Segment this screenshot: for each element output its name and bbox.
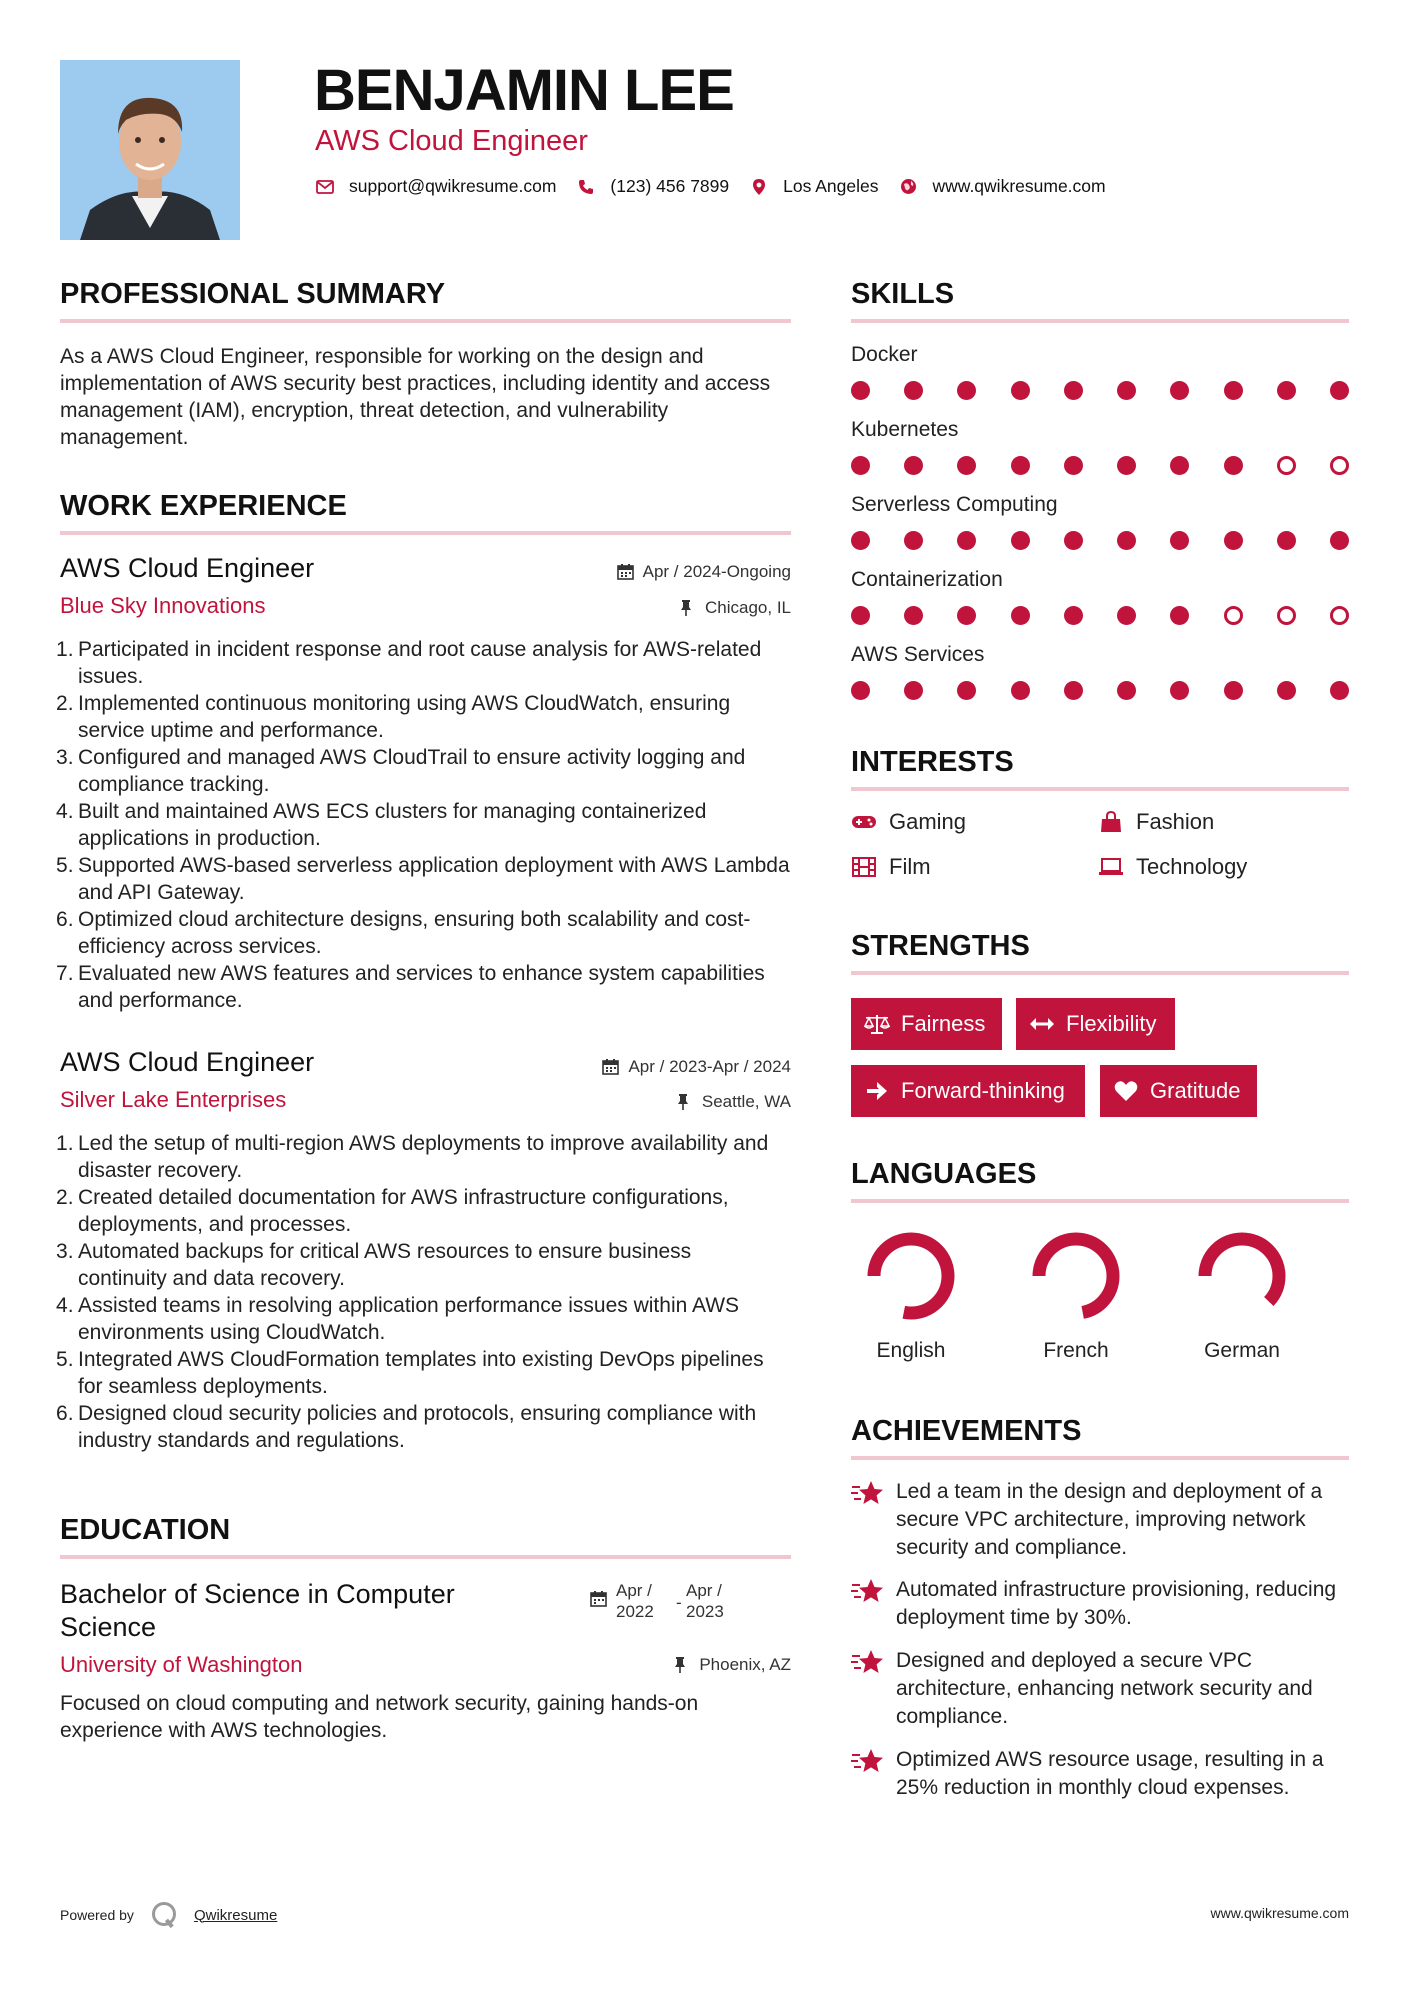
skill-dot-filled [957, 381, 976, 400]
star-icon [851, 1576, 885, 1606]
skill-dot-filled [1117, 531, 1136, 550]
skill-dot-filled [1170, 456, 1189, 475]
skill-dot-filled [1011, 606, 1030, 625]
education-date-separator: - [676, 1593, 682, 1612]
skill-dot-filled [957, 456, 976, 475]
languages-heading: LANGUAGES [851, 1158, 1037, 1190]
contact-bar [315, 176, 1126, 197]
interests-divider [851, 787, 1349, 791]
achievement-text: Optimized AWS resource usage, resulting in a 25% reduction in monthly cloud expenses. [896, 1748, 1324, 1799]
strengths-divider [851, 971, 1349, 975]
achievement-text: Led a team in the design and deployment of a secure VPC architecture, improving network security and compliance. [896, 1480, 1323, 1559]
skill-dot-filled [1330, 531, 1349, 550]
skill-dot-filled [851, 381, 870, 400]
skill-dot-filled [904, 531, 923, 550]
skills-divider [851, 319, 1349, 323]
skill-dot-filled [1277, 531, 1296, 550]
skill-dot-filled [1330, 381, 1349, 400]
job-2-title: AWS Cloud Engineer [60, 1047, 315, 1077]
education-dates [590, 1580, 746, 1622]
list-item: Evaluated new AWS features and services to enhance system capabilities and performance. [78, 962, 765, 1012]
job-1-title: AWS Cloud Engineer [60, 553, 315, 583]
education-school: University of Washington [60, 1652, 303, 1677]
contact-location-text: Los Angeles [783, 176, 879, 196]
strength-label: Gratitude [1150, 1078, 1241, 1103]
job-2-bullets [60, 1130, 780, 1454]
skill-dot-filled [1224, 681, 1243, 700]
heart-icon [1112, 1080, 1140, 1102]
skill-dot-filled [904, 456, 923, 475]
skill-dot-filled [1117, 606, 1136, 625]
calendar-icon [617, 563, 635, 581]
profile-photo [60, 60, 240, 240]
skill-dot-filled [851, 681, 870, 700]
skill-dot-filled [1277, 681, 1296, 700]
interest-label: Film [889, 854, 931, 879]
job-2-dates-text: Apr / 2023-Apr / 2024 [628, 1057, 791, 1076]
skill-dot-filled [904, 606, 923, 625]
skill-name: AWS Services [851, 643, 985, 666]
list-item: Built and maintained AWS ECS clusters for managing containerized applications in production. [78, 800, 707, 850]
skill-dot-filled [904, 381, 923, 400]
education-start-year: 2022 [616, 1602, 654, 1621]
education-divider [60, 1555, 791, 1559]
strength-flexibility [1016, 998, 1175, 1050]
job-1-dates-text: Apr / 2024-Ongoing [642, 562, 791, 581]
skill-dot-filled [851, 606, 870, 625]
skill-rating [851, 456, 1349, 476]
strength-label: Forward-thinking [901, 1078, 1065, 1103]
achievement-item [851, 1647, 1349, 1731]
contact-email[interactable] [315, 176, 556, 197]
summary-heading: PROFESSIONAL SUMMARY [60, 278, 446, 310]
phone-icon [576, 177, 596, 197]
skill-dot-filled [1117, 681, 1136, 700]
language-arc [874, 1239, 948, 1313]
education-end [686, 1580, 746, 1622]
skill-dot-empty [1277, 606, 1296, 625]
skill-dot-filled [1011, 531, 1030, 550]
list-item: Designed cloud security policies and protocols, ensuring compliance with industry standards and regulations. [78, 1402, 757, 1452]
contact-phone[interactable] [576, 176, 729, 197]
education-start [616, 1580, 676, 1622]
list-item: Automated backups for critical AWS resources to ensure business continuity and data recovery. [78, 1240, 692, 1290]
list-item: Optimized cloud architecture designs, ensuring both scalability and cost-efficiency across services. [78, 908, 751, 958]
pushpin-icon [676, 1093, 694, 1111]
skill-rating [851, 681, 1349, 701]
language-gauge [861, 1226, 961, 1326]
language-name: German [1204, 1339, 1280, 1362]
skill-dot-filled [1224, 456, 1243, 475]
map-pin-icon [749, 177, 769, 197]
film-icon [851, 856, 877, 878]
language-arc [1039, 1239, 1113, 1313]
strength-label: Flexibility [1066, 1011, 1157, 1036]
strength-label: Fairness [901, 1011, 986, 1036]
skill-name: Kubernetes [851, 418, 959, 441]
star-icon [851, 1746, 885, 1776]
skill-dot-filled [957, 606, 976, 625]
skill-dot-filled [1117, 381, 1136, 400]
qwikresume-link[interactable]: Qwikresume [193, 1906, 278, 1924]
skill-dot-filled [1011, 381, 1030, 400]
job-2-location-text: Seattle, WA [701, 1092, 791, 1111]
skill-name: Serverless Computing [851, 493, 1058, 516]
skill-dot-empty [1277, 456, 1296, 475]
interest-film [851, 853, 931, 881]
job-2-dates [602, 1056, 791, 1078]
interest-gaming [851, 808, 966, 836]
skill-dot-filled [1117, 456, 1136, 475]
skill-dot-filled [851, 531, 870, 550]
calendar-icon [590, 1590, 608, 1608]
achievements-heading: ACHIEVEMENTS [851, 1415, 1082, 1447]
strength-gratitude [1100, 1065, 1257, 1117]
globe-icon [899, 177, 919, 197]
gamepad-icon [851, 811, 877, 833]
skill-dot-empty [1330, 606, 1349, 625]
job-1-bullets [60, 636, 800, 1014]
language-french [1016, 1226, 1136, 1364]
language-german [1182, 1226, 1302, 1364]
list-item: Integrated AWS CloudFormation templates into existing DevOps pipelines for seamless deployments. [78, 1348, 764, 1398]
qwikresume-logo-icon [150, 1900, 180, 1930]
skill-dot-filled [1170, 681, 1189, 700]
skill-name: Containerization [851, 568, 1003, 591]
contact-website-text: www.qwikresume.com [932, 176, 1106, 196]
job-1-location-text: Chicago, IL [705, 598, 791, 617]
skill-dot-filled [1277, 381, 1296, 400]
language-english [851, 1226, 971, 1364]
language-gauge [1192, 1226, 1292, 1326]
skill-dot-filled [1011, 681, 1030, 700]
job-2-company: Silver Lake Enterprises [60, 1087, 287, 1112]
achievement-item [851, 1576, 1349, 1632]
skill-dot-filled [1064, 381, 1083, 400]
skill-dot-filled [1170, 531, 1189, 550]
star-icon [851, 1647, 885, 1677]
list-item: Configured and managed AWS CloudTrail to ensure activity logging and compliance tracking. [78, 746, 746, 796]
job-1-location [679, 597, 791, 619]
experience-divider [60, 531, 791, 535]
interest-label: Gaming [889, 809, 967, 834]
candidate-role: AWS Cloud Engineer [315, 125, 588, 157]
powered-by-text: Powered by [60, 1907, 134, 1923]
skill-dot-filled [904, 681, 923, 700]
skill-dot-filled [1170, 381, 1189, 400]
skill-dot-filled [1064, 606, 1083, 625]
summary-text: As a AWS Cloud Engineer, responsible for working on the design and implementation of AWS security best practices, including identity and access management (IAM), encryption, threat detection, and vulnerability management. [60, 345, 771, 449]
pushpin-icon [679, 599, 697, 617]
interest-fashion [1098, 808, 1214, 836]
languages-divider [851, 1199, 1349, 1203]
job-1-company: Blue Sky Innovations [60, 593, 266, 618]
achievement-item [851, 1746, 1349, 1802]
footer-powered-by [60, 1900, 277, 1930]
summary-divider [60, 319, 791, 323]
arrow-right-icon [863, 1080, 891, 1102]
skill-dot-filled [1064, 456, 1083, 475]
balance-scale-icon [863, 1013, 891, 1035]
strength-forward-thinking [851, 1065, 1085, 1117]
skill-dot-filled [1330, 681, 1349, 700]
strength-fairness [851, 998, 1002, 1050]
interest-label: Fashion [1136, 809, 1215, 834]
list-item: Led the setup of multi-region AWS deployments to improve availability and disaster recovery. [78, 1132, 769, 1182]
skill-dot-filled [1170, 606, 1189, 625]
footer-website[interactable]: www.qwikresume.com [1210, 1905, 1349, 1921]
list-item: Assisted teams in resolving application performance issues within AWS environments using CloudWatch. [78, 1294, 740, 1344]
education-end-month: Apr / [686, 1581, 722, 1600]
skill-rating [851, 531, 1349, 551]
skill-dot-filled [957, 681, 976, 700]
education-description: Focused on cloud computing and network security, gaining hands-on experience with AWS technologies. [60, 1692, 699, 1742]
envelope-icon [315, 177, 335, 197]
achievement-text: Designed and deployed a secure VPC architecture, enhancing network security and compliance. [896, 1649, 1313, 1728]
skill-dot-empty [1330, 456, 1349, 475]
pushpin-icon [673, 1656, 691, 1674]
star-icon [851, 1478, 885, 1508]
achievement-text: Automated infrastructure provisioning, reducing deployment time by 30%. [896, 1578, 1337, 1629]
contact-email-text: support@qwikresume.com [349, 176, 557, 196]
interest-label: Technology [1136, 854, 1248, 879]
contact-website[interactable] [899, 176, 1106, 197]
skill-dot-filled [1224, 531, 1243, 550]
arrows-horizontal-icon [1028, 1013, 1056, 1035]
skill-dot-filled [851, 456, 870, 475]
list-item: Created detailed documentation for AWS infrastructure configurations, deployments, and processes. [78, 1186, 729, 1236]
contact-location [749, 176, 878, 197]
education-location-text: Phoenix, AZ [699, 1655, 791, 1674]
education-location [673, 1654, 791, 1676]
education-degree: Bachelor of Science in Computer Science [60, 1579, 455, 1642]
skill-dot-empty [1224, 606, 1243, 625]
interest-technology [1098, 853, 1247, 881]
shopping-bag-icon [1098, 811, 1124, 833]
interests-heading: INTERESTS [851, 746, 1014, 778]
experience-heading: WORK EXPERIENCE [60, 490, 347, 522]
skill-dot-filled [1224, 381, 1243, 400]
job-1-dates [617, 561, 791, 583]
skill-dot-filled [1064, 531, 1083, 550]
language-gauge [1026, 1226, 1126, 1326]
skill-dot-filled [1064, 681, 1083, 700]
job-2-location [676, 1091, 791, 1113]
skills-heading: SKILLS [851, 278, 955, 310]
contact-phone-text: (123) 456 7899 [610, 176, 730, 196]
strengths-heading: STRENGTHS [851, 930, 1030, 962]
candidate-name: BENJAMIN LEE [314, 58, 734, 123]
calendar-icon [602, 1058, 620, 1076]
education-end-year: 2023 [686, 1602, 724, 1621]
list-item: Supported AWS-based serverless application deployment with AWS Lambda and API Gateway. [78, 854, 790, 904]
achievement-item [851, 1478, 1349, 1562]
skill-name: Docker [851, 343, 918, 366]
skill-rating [851, 381, 1349, 401]
laptop-icon [1098, 856, 1124, 878]
language-arc [1205, 1239, 1279, 1313]
list-item: Participated in incident response and root cause analysis for AWS-related issues. [78, 638, 762, 688]
skill-dot-filled [957, 531, 976, 550]
language-name: English [876, 1339, 946, 1362]
skill-rating [851, 606, 1349, 626]
skill-dot-filled [1011, 456, 1030, 475]
achievements-divider [851, 1456, 1349, 1460]
education-heading: EDUCATION [60, 1514, 231, 1546]
education-start-month: Apr / [616, 1581, 652, 1600]
language-name: French [1043, 1339, 1109, 1362]
list-item: Implemented continuous monitoring using AWS CloudWatch, ensuring service uptime and performance. [78, 692, 731, 742]
